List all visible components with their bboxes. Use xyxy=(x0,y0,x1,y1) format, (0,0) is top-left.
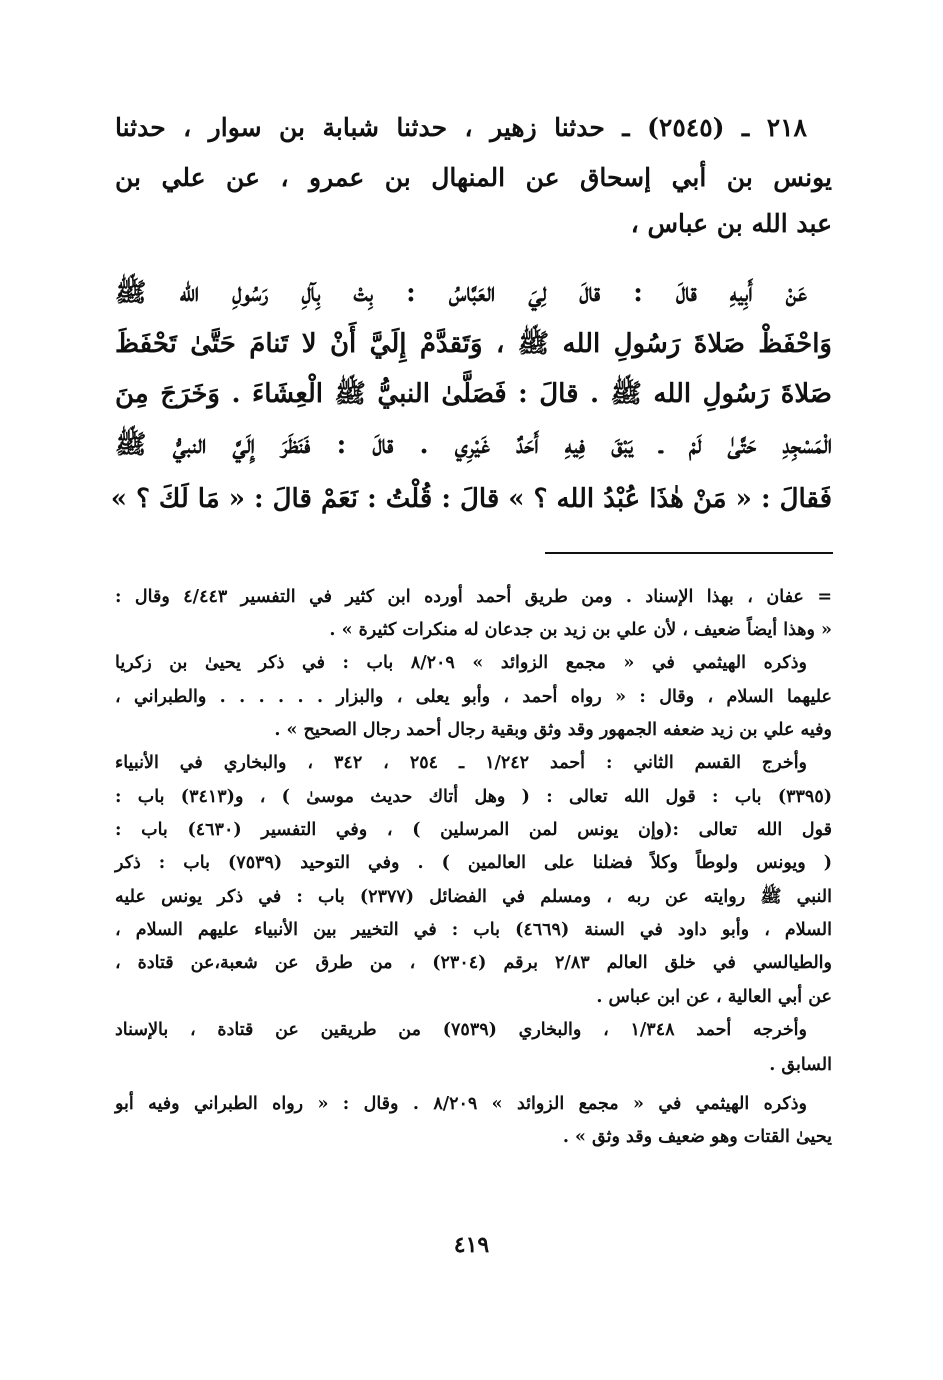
isnad-line: عبد الله بن عباس ، xyxy=(630,209,832,238)
isnad-line: يونس بن أبي إسحاق عن المنهال بن عمرو ، عن علي بن xyxy=(115,163,832,192)
footnote-line: السلام ، وأبو داود في السنة (٤٦٦٩) باب : في التخيير بين الأنبياء عليهم السلام ، xyxy=(115,920,833,940)
matn-line: الْمَسْجِدِ حَتَّىٰ لَمْ ـ يَبْقَ فِيهِ أَحَدٌ غَيْرِي . قالَ : فَنَظَرَ إِلَيَّ النبيُّ ﷺ xyxy=(115,430,832,460)
footnote-line: عليهما السلام ، وقال : « رواه أحمد ، وأبو يعلى ، والبزار . . . . . . والطبراني ، xyxy=(115,687,832,707)
footnote-line: عن أبي العالية ، عن ابن عباس . xyxy=(596,987,832,1007)
footnote-line: وأخرجه أحمد ١/٣٤٨ ، والبخاري (٧٥٣٩) من طريقين عن قتادة ، بالإسناد xyxy=(115,1020,807,1040)
footnote-line: وفيه علي بن زيد ضعفه الجمهور وقد وثق وبقية رجال أحمد رجال الصحيح » . xyxy=(274,720,832,740)
footnote-line: وذكره الهيثمي في « مجمع الزوائد » ٨/٢٠٩ . وقال : « رواه الطبراني وفيه أبو xyxy=(115,1094,807,1114)
footnote-line: يحيىٰ القتات وهو ضعيف وقد وثق » . xyxy=(562,1127,832,1147)
footnote-line: وأخرج القسم الثاني : أحمد ١/٢٤٢ ـ ٢٥٤ ، ٣٤٢ ، والبخاري في الأنبياء xyxy=(115,753,808,773)
footnote-line: النبي ﷺ روايته عن ربه ، ومسلم في الفضائل (٢٣٧٧) باب : في ذكر يونس عليه xyxy=(115,887,832,907)
matn-line: فَقالَ : « مَنْ هٰذَا عُبْدُ الله ؟ » قالَ : قُلْتُ : نَعَمْ قالَ : « مَا لَكَ ؟ » xyxy=(110,484,832,514)
footnote-line: السابق . xyxy=(769,1055,832,1075)
page-number: ٤١٩ xyxy=(453,1232,490,1258)
footnote-line: (٣٣٩٥) باب : قول الله تعالى : ( وهل أتاك حديث موسىٰ ) ، و(٣٤١٣) باب : xyxy=(115,787,833,807)
isnad-line: ٢١٨ ـ (٢٥٤٥) ـ حدثنا زهير ، حدثنا شبابة بن سوار ، حدثنا xyxy=(115,113,807,142)
footnote-line: « وهذا أيضاً ضعيف ، لأن علي بن زيد بن جدعان له منكرات كثيرة » . xyxy=(329,620,832,640)
matn-line: وَاحْفَظْ صَلاةَ رَسُولِ الله ﷺ ، وَتَقدَّمْ إِلَيَّ أَنْ لا تَنامَ حَتَّىٰ تَحْفَظَ xyxy=(115,329,832,359)
footnote-line: قول الله تعالى :(وإن يونس لمن المرسلين ) ، وفي التفسير (٤٦٣٠) باب : xyxy=(115,820,832,840)
matn-line: عَنْ أَبِيهِ قالَ : قالَ لِيَ العَبَّاسُ : بِتْ بِآلِ رَسُولِ الله ﷺ xyxy=(115,278,807,308)
footnote-line: ( ويونس ولوطاً وكلاً فضلنا على العالمين ) . وفي التوحيد (٧٥٣٩) باب : ذكر xyxy=(115,853,832,873)
footnote-line: وذكره الهيثمي في « مجمع الزوائد » ٨/٢٠٩ باب : في ذكر يحيىٰ بن زكريا xyxy=(115,653,807,673)
matn-line: صَلاةَ رَسُولِ الله ﷺ . قالَ : فَصَلَّىٰ النبيُّ ﷺ الْعِشَاءَ . وَخَرَجَ مِنَ xyxy=(115,379,832,409)
footnote-separator xyxy=(545,552,833,554)
footnote-line: = عفان ، بهذا الإسناد . ومن طريق أحمد أورده ابن كثير في التفسير ٤/٤٤٣ وقال : xyxy=(115,587,832,607)
footnote-line: والطيالسي في خلق العالم ٢/٨٣ برقم (٢٣٠٤) ، من طرق عن شعبة،عن قتادة ، xyxy=(115,953,832,973)
